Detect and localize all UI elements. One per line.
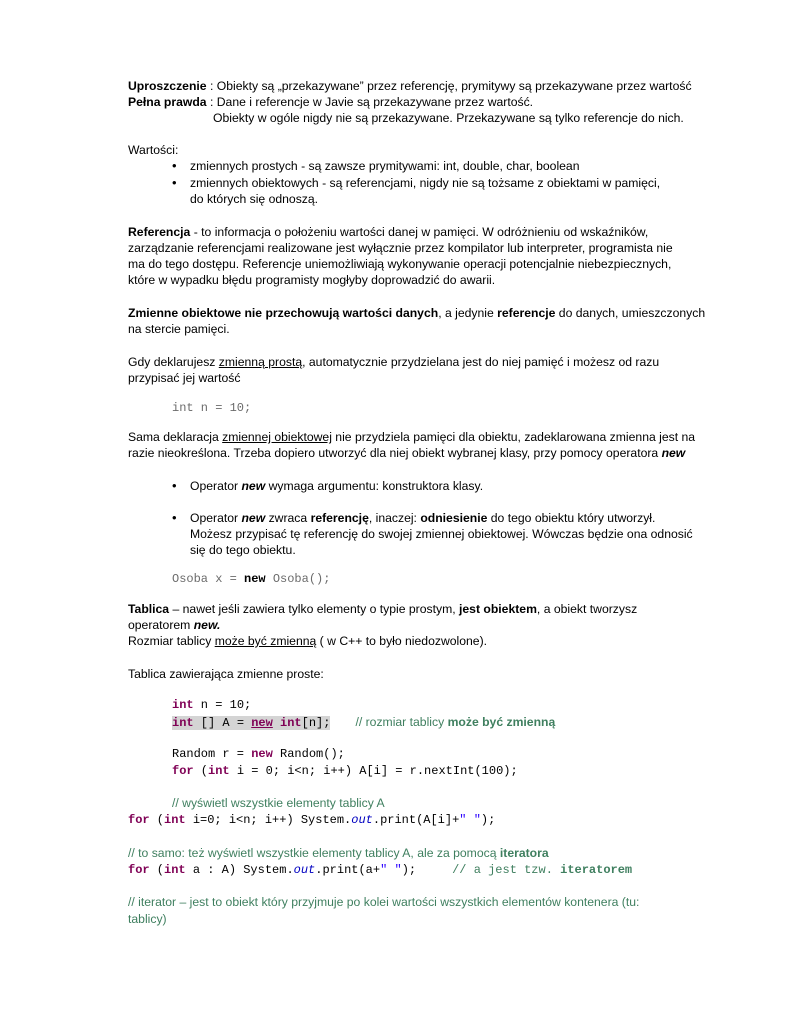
bullet-new-returns-2: Możesz przypisać tę referencję do swojej zmiennej obiektowej. Wówczas będzie ona odnosić bbox=[190, 527, 693, 541]
code-string: " " bbox=[380, 863, 402, 877]
underlined-text: zmienną prostą bbox=[218, 355, 303, 369]
text: – nawet jeśli zawiera tylko elementy o typie prostym, bbox=[169, 602, 460, 616]
text: do tego obiektu który utworzył. bbox=[487, 511, 656, 525]
values-heading: Wartości: bbox=[128, 143, 179, 157]
comment-iterator-def-2: tablicy) bbox=[128, 912, 167, 926]
code-text: ); bbox=[480, 813, 496, 827]
comment-text: // to samo: też wyświetl wszystkie elementy tablicy A, ale za pomocą bbox=[128, 846, 500, 860]
text: operatorem bbox=[128, 618, 194, 632]
bullet-new-returns-3: się do tego obiektu. bbox=[190, 543, 296, 557]
code-keyword: int bbox=[280, 716, 302, 730]
code-keyword: for bbox=[128, 863, 150, 877]
comment-iterator-def-1: // iterator – jest to obiekt który przyjmuje po kolei wartości wszystkich elementów kontenera (tu: bbox=[128, 895, 640, 909]
code-keyword: new bbox=[244, 572, 266, 586]
keyword-new: new bbox=[661, 446, 686, 460]
code-keyword: for bbox=[128, 813, 150, 827]
code-keyword: for bbox=[172, 764, 194, 778]
text: , a obiekt tworzysz bbox=[536, 602, 638, 616]
code-text: [n]; bbox=[301, 716, 331, 730]
code-field: out bbox=[351, 813, 373, 827]
code-line-4 bbox=[172, 763, 518, 779]
code-keyword: int bbox=[172, 698, 194, 712]
code-text: a : A) System. bbox=[185, 863, 294, 877]
line-full-truth bbox=[128, 94, 533, 110]
text: do danych, umieszczonych bbox=[555, 306, 706, 320]
para-declaration-1 bbox=[128, 429, 695, 445]
para-declaration-2 bbox=[128, 445, 685, 461]
bold-text: referencję bbox=[310, 511, 369, 525]
code-int-n: int n = 10; bbox=[172, 401, 252, 415]
para-object-vars-1 bbox=[128, 305, 705, 321]
para-array-3 bbox=[128, 633, 487, 649]
bullet-object-vars: • zmiennych obiektowych - są referencjami, nigdy nie są tożsame z obiektami w pamięci, bbox=[190, 175, 660, 191]
code-text: ); bbox=[401, 863, 417, 877]
code-comment bbox=[452, 863, 632, 877]
bullet-new-requires bbox=[190, 478, 483, 494]
comment-bold: może być zmienną bbox=[447, 715, 556, 729]
code-text: .print(a+ bbox=[315, 863, 381, 877]
text: nie przydziela pamięci dla obiektu, zadeklarowana zmienna jest na bbox=[331, 430, 696, 444]
text-simplification: : Obiekty są „przekazywane” przez referencję, prymitywy są przekazywane przez wartość bbox=[206, 79, 692, 93]
comment-bold: iteratora bbox=[499, 846, 549, 860]
para-array-2 bbox=[128, 617, 220, 633]
keyword-new: new. bbox=[193, 618, 221, 632]
text: Sama deklaracja bbox=[128, 430, 223, 444]
term-array: Tablica bbox=[128, 602, 170, 616]
code-osoba bbox=[172, 571, 330, 587]
comment-iterator bbox=[128, 845, 549, 861]
comment-show-elements: // wyświetl wszystkie elementy tablicy A bbox=[172, 796, 385, 810]
code-text: .print(A[i]+ bbox=[372, 813, 460, 827]
text: wymaga argumentu: konstruktora klasy. bbox=[265, 479, 484, 493]
code-line-6 bbox=[128, 862, 632, 878]
text: Rozmiar tablicy bbox=[128, 634, 215, 648]
term-full-truth: Pełna prawda bbox=[128, 95, 207, 109]
code-text: Random(); bbox=[272, 747, 345, 761]
underlined-text: może być zmienną bbox=[214, 634, 317, 648]
code-keyword: int bbox=[172, 716, 194, 730]
text: , inaczej: bbox=[368, 511, 421, 525]
code-text bbox=[273, 716, 280, 730]
code-text: i=0; i<n; i++) System. bbox=[185, 813, 352, 827]
bullet-object-vars-cont: do których się odnoszą. bbox=[190, 192, 319, 206]
code-comment bbox=[355, 715, 555, 729]
text: - to informacja o położeniu wartości danej w pamięci. W odróżnieniu od wskaźników, bbox=[190, 225, 649, 239]
text: Gdy deklarujesz bbox=[128, 355, 219, 369]
para-primitive-2: przypisać jej wartość bbox=[128, 371, 241, 385]
keyword-new: new bbox=[241, 511, 266, 525]
bold-text: odniesienie bbox=[420, 511, 488, 525]
bold-text: Zmienne obiektowe nie przechowują wartości danych bbox=[128, 306, 439, 320]
code-text: n = 10; bbox=[193, 698, 252, 712]
code-text: ( bbox=[149, 863, 165, 877]
text: razie nieokreślona. Trzeba dopiero utworzyć dla niej obiekt wybranej klasy, przy pomocy operatora bbox=[128, 446, 662, 460]
para-reference-3: ma do tego dostępu. Referencje uniemożliwiają wykonywanie operacji potencjalnie niebezpiecznych, bbox=[128, 257, 672, 271]
text: , a jedynie bbox=[438, 306, 498, 320]
code-text: ( bbox=[193, 764, 209, 778]
code-text: [] A = bbox=[193, 716, 252, 730]
comment-text: // a jest tzw. bbox=[452, 863, 561, 877]
text: , automatycznie przydzielana jest do niej pamięć i możesz od razu bbox=[302, 355, 660, 369]
code-highlight bbox=[172, 716, 330, 730]
text: Operator bbox=[190, 479, 242, 493]
line-simplification bbox=[128, 78, 692, 94]
code-text: ( bbox=[149, 813, 165, 827]
comment-text: // rozmiar tablicy bbox=[355, 715, 448, 729]
term-reference: Referencja bbox=[128, 225, 191, 239]
code-text: i = 0; i<n; i++) A[i] = r.nextInt(100); bbox=[229, 764, 518, 778]
para-reference-4: które w wypadku błędu programisty mogłyby doprowadzić do awarii. bbox=[128, 273, 496, 287]
code-keyword: new bbox=[251, 716, 273, 730]
keyword-new: new bbox=[241, 479, 266, 493]
text: Operator bbox=[190, 511, 242, 525]
code-keyword: int bbox=[208, 764, 230, 778]
code-keyword: int bbox=[164, 863, 186, 877]
code-keyword: new bbox=[251, 747, 273, 761]
code-line-2 bbox=[172, 714, 555, 731]
para-primitive-1 bbox=[128, 354, 659, 370]
code-text: Random r = bbox=[172, 747, 252, 761]
term-simplification: Uproszczenie bbox=[128, 79, 207, 93]
code-field: out bbox=[293, 863, 316, 877]
para-array-primitives: Tablica zawierająca zmienne proste: bbox=[128, 667, 324, 681]
code-text: Osoba x = bbox=[172, 572, 245, 586]
code-text: Osoba(); bbox=[265, 572, 331, 586]
para-reference-2: zarządzanie referencjami realizowane jest wyłącznie przez kompilator lub interpreter, programista nie bbox=[128, 241, 673, 255]
para-array-1 bbox=[128, 601, 637, 617]
para-object-vars-2: na stercie pamięci. bbox=[128, 322, 230, 336]
text: ( w C++ to było niedozwolone). bbox=[316, 634, 488, 648]
code-string: " " bbox=[459, 813, 481, 827]
code-keyword: int bbox=[164, 813, 186, 827]
code-line-5 bbox=[128, 812, 495, 828]
text: zwraca bbox=[265, 511, 311, 525]
code-line-1 bbox=[172, 697, 251, 713]
para-reference-1 bbox=[128, 224, 648, 240]
bold-text: referencje bbox=[497, 306, 556, 320]
text-full-truth: : Dane i referencje w Javie są przekazywane przez wartość. bbox=[206, 95, 534, 109]
bullet-new-returns bbox=[190, 510, 655, 526]
code-line-3 bbox=[172, 746, 345, 762]
comment-bold: iteratorem bbox=[560, 863, 633, 877]
bullet-primitive-vars: • zmiennych prostych - są zawsze prymitywami: int, double, char, boolean bbox=[190, 158, 580, 174]
underlined-text: zmiennej obiektowej bbox=[222, 430, 332, 444]
bold-text: jest obiektem bbox=[459, 602, 537, 616]
line-objects-never-passed: Obiekty w ogóle nigdy nie są przekazywane. Przekazywane są tylko referencje do nich. bbox=[213, 111, 684, 125]
